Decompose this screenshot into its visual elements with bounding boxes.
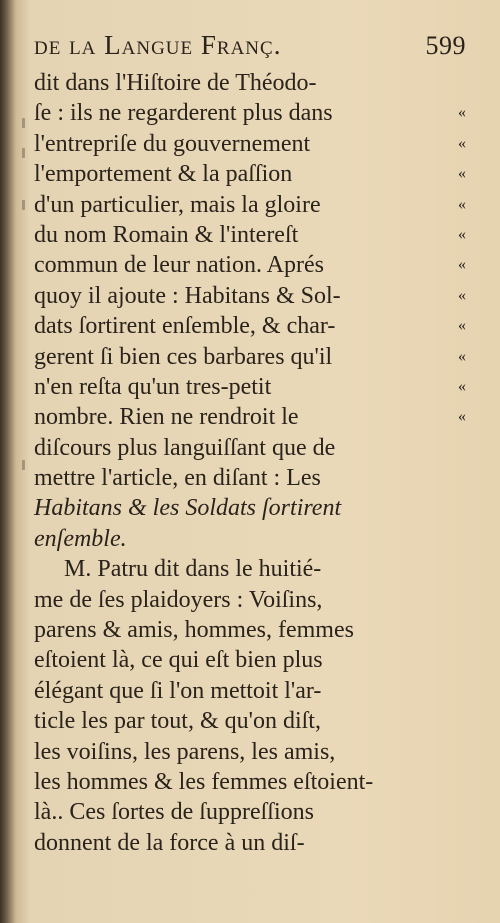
- quotation-mark: «: [458, 195, 466, 213]
- line-text: Habitans & les Soldats ſortirent: [34, 495, 342, 522]
- line-text: quoy il ajoute : Habitans & Sol-: [34, 282, 341, 309]
- page-text: [34, 30, 466, 858]
- line-text: donnent de la force à un diſ-: [34, 829, 305, 856]
- page-number: 599: [425, 31, 466, 60]
- text-line: [34, 250, 466, 280]
- line-text: M. Patru dit dans le huitié-: [64, 556, 322, 583]
- text-line: [34, 342, 466, 372]
- quotation-mark: «: [458, 377, 466, 395]
- line-text: n'en reſta qu'un tres-petit: [34, 373, 272, 400]
- text-line: [34, 645, 466, 675]
- line-text: commun de leur nation. Aprés: [34, 252, 324, 279]
- text-line: [34, 554, 466, 584]
- line-text: les voiſins, les parens, les amis,: [34, 738, 336, 765]
- text-line: [34, 220, 466, 250]
- quotation-mark: «: [458, 225, 466, 243]
- text-line: [34, 585, 466, 615]
- text-line: [34, 463, 466, 493]
- text-line: [34, 828, 466, 858]
- line-text: là.. Ces ſortes de ſuppreſſions: [34, 799, 314, 826]
- line-text: parens & amis, hommes, femmes: [34, 617, 354, 644]
- text-line: [34, 433, 466, 463]
- text-line: [34, 493, 466, 523]
- quotation-mark: «: [458, 408, 466, 426]
- text-line: [34, 129, 466, 159]
- line-text: nombre. Rien ne rendroit le: [34, 404, 299, 431]
- quotation-mark: «: [458, 286, 466, 304]
- quotation-mark: «: [458, 256, 466, 274]
- text-line: [34, 615, 466, 645]
- line-text: gerent ſi bien ces barbares qu'il: [34, 343, 333, 370]
- line-text: ticle les par tout, & qu'on diſt,: [34, 708, 321, 735]
- quotation-mark: «: [458, 104, 466, 122]
- gutter-mark: [22, 148, 25, 158]
- text-line: [34, 706, 466, 736]
- line-text: l'emportement & la paſſion: [34, 161, 293, 188]
- text-lines: [34, 68, 466, 858]
- text-line: [34, 372, 466, 402]
- quotation-mark: «: [458, 165, 466, 183]
- line-text: enſemble.: [34, 525, 127, 552]
- text-line: [34, 159, 466, 189]
- gutter-mark: [22, 460, 25, 470]
- text-line: [34, 402, 466, 432]
- line-text: dats ſortirent enſemble, & char-: [34, 313, 336, 340]
- text-line: [34, 190, 466, 220]
- quotation-mark: «: [458, 317, 466, 335]
- line-text: du nom Romain & l'intereſt: [34, 221, 299, 248]
- line-text: mettre l'article, en diſant : Les: [34, 465, 321, 492]
- text-line: [34, 737, 466, 767]
- line-text: élégant que ſi l'on mettoit l'ar-: [34, 677, 322, 704]
- text-line: [34, 767, 466, 797]
- gutter-mark: [22, 118, 25, 128]
- line-text: dit dans l'Hiſtoire de Théodo-: [34, 70, 317, 96]
- gutter-mark: [22, 200, 25, 210]
- text-line: [34, 524, 466, 554]
- line-text: d'un particulier, mais la gloire: [34, 191, 321, 218]
- text-line: [34, 676, 466, 706]
- text-line: [34, 797, 466, 827]
- line-text: les hommes & les femmes eſtoient-: [34, 768, 374, 795]
- line-text: diſcours plus languiſſant que de: [34, 434, 336, 461]
- line-text: l'entrepriſe du gouvernement: [34, 130, 311, 157]
- quotation-mark: «: [458, 347, 466, 365]
- line-text: me de ſes plaidoyers : Voiſins,: [34, 586, 323, 613]
- text-line: [34, 68, 466, 98]
- line-text: eſtoient là, ce qui eſt bien plus: [34, 647, 323, 674]
- page-header: [34, 30, 466, 68]
- text-line: [34, 98, 466, 128]
- running-title: de la Langue Franç.: [34, 30, 282, 60]
- line-text: ſe : ils ne regarderent plus dans: [34, 100, 333, 127]
- quotation-mark: «: [458, 134, 466, 152]
- text-line: [34, 281, 466, 311]
- text-line: [34, 311, 466, 341]
